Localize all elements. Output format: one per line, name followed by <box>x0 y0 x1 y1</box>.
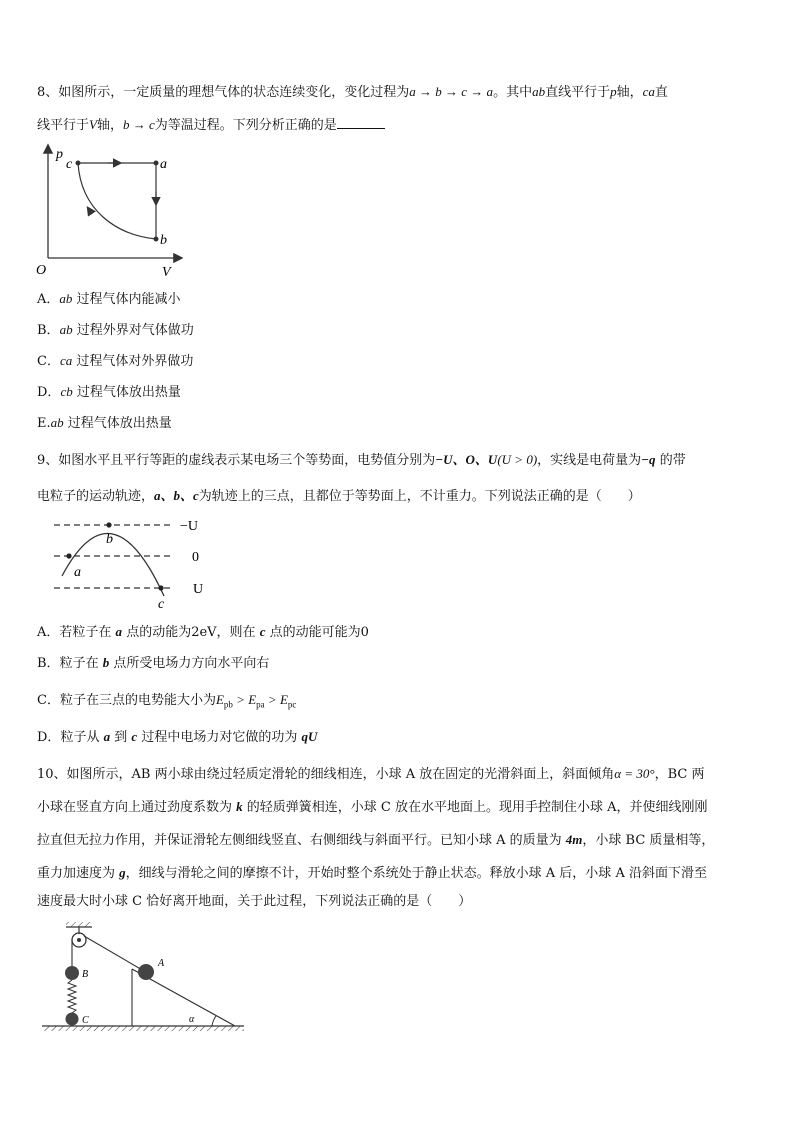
point-a <box>154 161 159 166</box>
v-axis-label: V <box>162 265 171 280</box>
q10-text: 拉直但无拉力作用，并保证滑轮左侧细线竖直、右侧细线与斜面平行。已知小球 A 的质量为 <box>37 833 562 848</box>
q10-line2 <box>37 798 708 817</box>
option-text: 过程外界对气体做功 <box>76 323 194 338</box>
option-text: 过程气体对外界做功 <box>76 354 194 369</box>
q10-text: 速度最大时小球 C 恰好离开地面，关于此过程，下列说法正确的是（ ） <box>37 894 472 909</box>
option-var: cb <box>60 384 73 399</box>
q10-text: 的轻质弹簧相连，小球 C 放在水平地面上。现用手控制住小球 A，并使细线刚刚 <box>246 800 708 815</box>
q10-text: ，BC 两 <box>654 767 705 782</box>
q9-option-d[interactable] <box>37 728 317 747</box>
q10-text: 小球在竖直方向上通过劲度系数为 <box>37 800 233 815</box>
energy-inequality: $E_{pb} > E_{pa} > E_{pc}$ <box>215 692 297 710</box>
option-label: A． <box>37 625 60 640</box>
q9-text: ，实线是电荷量为 <box>537 453 642 468</box>
q8-var-ca: ca <box>642 84 655 99</box>
q9-points: a、b、c <box>154 488 199 503</box>
label-b: B <box>82 969 89 980</box>
bc-arrow <box>88 208 92 214</box>
option-label: C． <box>37 354 60 369</box>
q8-text: 轴， <box>616 85 643 100</box>
q8-option-d[interactable] <box>37 383 181 402</box>
q10-text: ，细线与滑轮之间的摩擦不计，开始时整个系统处于静止状态。释放小球 A 后，小球 A 沿斜面下滑至 <box>125 866 707 881</box>
q10-text: ，小球 BC 质量相等， <box>582 833 715 848</box>
q10-text: 重力加速度为 <box>37 866 116 881</box>
q9-line2 <box>37 487 641 506</box>
option-var: c <box>259 624 266 639</box>
subscript: pb <box>223 699 233 710</box>
q8-option-a[interactable] <box>37 290 181 309</box>
option-var: qU <box>301 729 318 744</box>
spring <box>68 980 76 1013</box>
e-symbol: E <box>215 692 224 707</box>
label-a: A <box>158 958 165 969</box>
q9-condition: (U > 0) <box>497 452 538 467</box>
option-var: ab <box>59 322 73 337</box>
label-a: a <box>74 565 81 580</box>
point-c <box>158 585 163 590</box>
q8-var-bc: b → c <box>122 117 155 132</box>
option-text: 到 <box>114 730 128 745</box>
label-c: C <box>82 1015 89 1026</box>
label-b: b <box>160 233 167 248</box>
label-a: a <box>160 157 167 172</box>
point-b <box>154 237 159 242</box>
e-symbol: E <box>279 692 288 707</box>
label-b: b <box>106 532 113 547</box>
option-text: 粒子在 <box>59 656 99 671</box>
option-var: ca <box>59 353 73 368</box>
q8-option-e[interactable] <box>37 414 172 433</box>
label-c: c <box>66 157 73 172</box>
option-text: 粒子从 <box>60 730 100 745</box>
q8-option-c[interactable] <box>37 352 193 371</box>
subscript: pc <box>287 699 297 710</box>
option-text: 若粒子在 <box>59 625 112 640</box>
label-c: c <box>158 597 165 612</box>
pulley-axle <box>77 938 81 942</box>
q10-mass: 4m <box>565 832 583 847</box>
label-u: U <box>193 582 204 597</box>
option-label: A． <box>37 292 60 307</box>
q8-var-V: V <box>89 117 97 132</box>
label-zero: 0 <box>192 550 199 565</box>
q9-line1 <box>37 451 686 470</box>
q10-line5 <box>37 893 471 911</box>
option-text: 粒子在三点的电势能大小为 <box>59 693 216 708</box>
ball-a <box>138 964 154 980</box>
q9-text: 为轨迹上的三点，且都位于等势面上，不计重力。下列说法正确的是（ ） <box>198 489 641 504</box>
q8-var-ab: ab <box>532 84 546 99</box>
angle-arc <box>212 1016 216 1026</box>
point-b <box>106 522 111 527</box>
label-alpha: α <box>189 1014 195 1025</box>
origin-label: O <box>36 263 47 278</box>
point-c <box>76 161 81 166</box>
q9-option-c[interactable] <box>37 691 296 714</box>
q10-line1 <box>37 765 704 784</box>
answer-blank[interactable] <box>337 116 385 129</box>
option-text: 过程气体内能减小 <box>76 292 181 307</box>
q8-text: 。其中 <box>493 85 533 100</box>
ground-hatch <box>42 1026 244 1031</box>
q10-k: k <box>236 799 243 814</box>
q10-line4 <box>37 864 707 883</box>
option-var: a <box>103 729 111 744</box>
option-text: 点的动能为2eV，则在 <box>126 625 256 640</box>
subscript: pa <box>256 699 265 710</box>
option-label: E. <box>37 416 51 431</box>
q10-g: g <box>119 865 126 880</box>
option-var: b <box>102 655 110 670</box>
q9-field-diagram <box>54 512 224 612</box>
bc-curve <box>78 163 156 239</box>
q8-line2 <box>37 116 385 135</box>
option-label: B． <box>37 656 60 671</box>
q8-text: 轴， <box>96 118 123 133</box>
option-var: ab <box>50 415 64 430</box>
option-text: 点所受电场力方向水平向右 <box>113 656 270 671</box>
option-var: ab <box>59 291 73 306</box>
option-label: D． <box>37 385 61 400</box>
option-text: 点的动能可能为0 <box>269 625 369 640</box>
option-label: C． <box>37 693 60 708</box>
q8-var-p: p <box>610 84 617 99</box>
q8-text: 线平行于 <box>37 118 90 133</box>
q10-angle: α = 30° <box>614 766 655 781</box>
q9-charge: −q <box>641 452 656 467</box>
q8-text: 为等温过程。下列分析正确的是 <box>154 118 337 133</box>
e-symbol: E <box>248 692 257 707</box>
p-axis-label: p <box>56 147 63 162</box>
q10-text: 10、如图所示，AB 两小球由绕过轻质定滑轮的细线相连，小球 A 放在固定的光滑斜面上，斜面倾角 <box>37 767 615 782</box>
q8-text: 直线平行于 <box>545 85 611 100</box>
option-label: D． <box>37 730 61 745</box>
option-text: 过程中电场力对它做的功为 <box>141 730 298 745</box>
q10-line3 <box>37 831 714 850</box>
q9-text: 9、如图水平且平行等距的虚线表示某电场三个等势面，电势值分别为 <box>37 453 436 468</box>
ball-c <box>66 1013 79 1026</box>
q8-line1 <box>37 83 668 102</box>
option-text: 过程气体放出热量 <box>76 385 181 400</box>
q10-pulley-diagram <box>40 922 250 1034</box>
q8-process: a → b → c → a <box>409 84 494 99</box>
point-a <box>66 553 71 558</box>
option-var: c <box>131 729 138 744</box>
option-label: B． <box>37 323 60 338</box>
q9-option-a[interactable] <box>37 623 369 642</box>
q8-pv-diagram <box>36 140 186 280</box>
q9-text: 的带 <box>659 453 686 468</box>
ball-b <box>65 966 79 980</box>
q8-option-b[interactable] <box>37 321 194 340</box>
q9-potentials: −U、O、U <box>435 452 498 467</box>
q9-text: 电粒子的运动轨迹， <box>37 489 155 504</box>
q8-text: 8、如图所示，一定质量的理想气体的状态连续变化，变化过程为 <box>37 85 410 100</box>
q9-option-b[interactable] <box>37 654 269 673</box>
option-text: 过程气体放出热量 <box>67 416 172 431</box>
ceiling <box>66 922 92 927</box>
label-minus-u: −U <box>180 519 199 534</box>
q8-text: 直 <box>654 85 668 100</box>
string-right <box>84 936 144 971</box>
option-var: a <box>115 624 123 639</box>
